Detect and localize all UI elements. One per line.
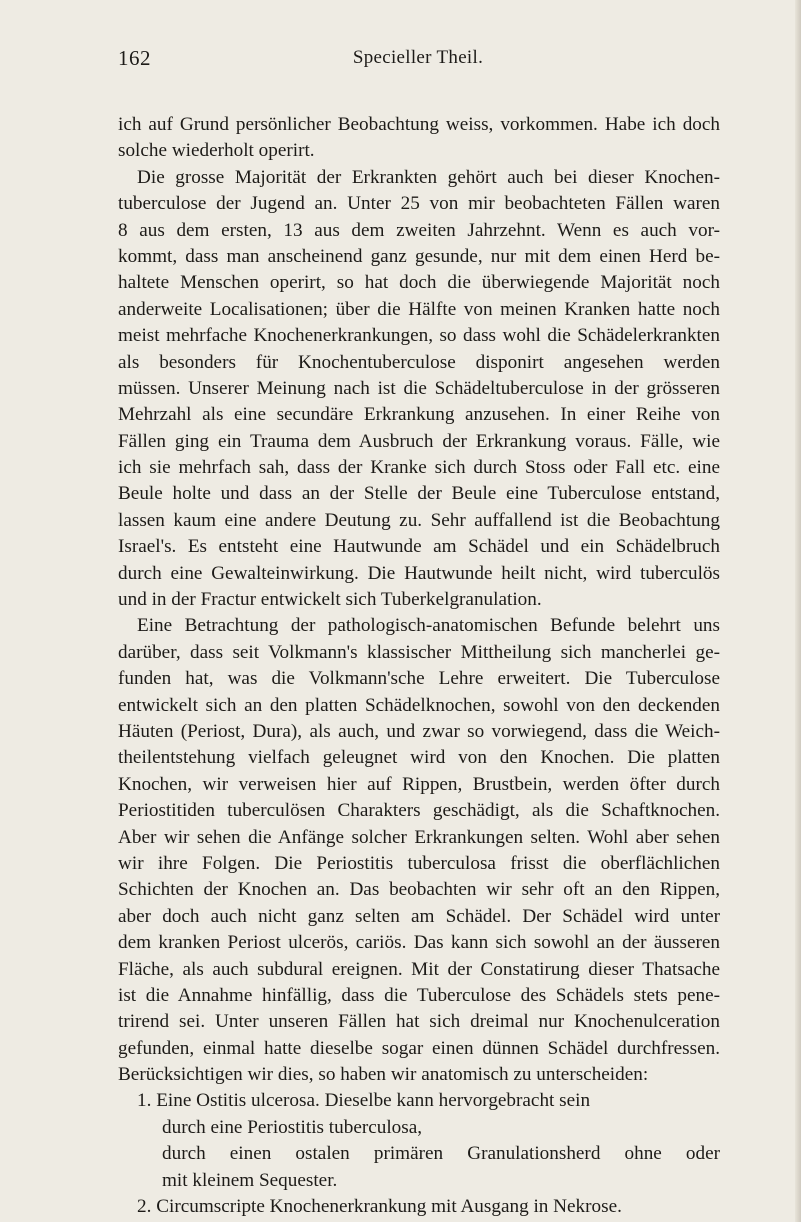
text-line: müssen. Unserer Meinung nach ist die Schädeltuberculose in der grösseren: [118, 377, 720, 399]
list-item-1-sub: mit kleinem Sequester.: [162, 1169, 338, 1191]
text-line: Fläche, als auch subdural ereignen. Mit der Constatirung dieser Thatsache: [118, 958, 720, 980]
text-line: Berücksichtigen wir dies, so haben wir anatomisch zu unterscheiden:: [118, 1064, 649, 1086]
text-line: ich auf Grund persönlicher Beobachtung weiss, vorkommen. Habe ich doch: [118, 114, 720, 135]
text-line: lassen kaum eine andere Deutung zu. Sehr auffallend ist die Beobachtung: [118, 509, 720, 531]
text-line: Fällen ging ein Trauma dem Ausbruch der Erkrankung voraus. Fälle, wie: [118, 430, 720, 452]
text-line: Mehrzahl als eine secundäre Erkrankung anzusehen. In einer Reihe von: [118, 404, 720, 426]
page-number: 162: [118, 46, 151, 70]
text-line: und in der Fractur entwickelt sich Tuberkelgranulation.: [118, 589, 542, 611]
text-line: funden hat, was die Volkmann'sche Lehre erweitert. Die Tuberculose: [118, 668, 720, 690]
list-item-2: 2. Circumscripte Knochenerkrankung mit Ausgang in Nekrose.: [137, 1196, 622, 1218]
text-line: meist mehrfache Knochenerkrankungen, so dass wohl die Schädelerkrankten: [118, 325, 720, 347]
text-line: Häuten (Periost, Dura), als auch, und zwar so vorwiegend, dass die Weich-: [118, 720, 720, 742]
list-item-1-sub: durch einen ostalen primären Granulationsherd ohne oder: [162, 1143, 720, 1165]
text-line: darüber, dass seit Volkmann's klassischer Mittheilung sich mancherlei ge-: [118, 641, 720, 663]
text-line: Israel's. Es entsteht eine Hautwunde am Schädel und ein Schädelbruch: [118, 536, 720, 558]
text-line: kommt, dass man anscheinend ganz gesunde, nur mit dem einen Herd be-: [118, 245, 720, 267]
text-line: Schichten der Knochen an. Das beobachten wir sehr oft an den Rippen,: [118, 879, 720, 901]
text-line: dem kranken Periost ulcerös, cariös. Das kann sich sowohl an der äusseren: [118, 932, 720, 954]
text-line: aber doch auch nicht ganz selten am Schädel. Der Schädel wird unter: [118, 905, 720, 927]
text-line: wir ihre Folgen. Die Periostitis tuberculosa frisst die oberflächlichen: [118, 852, 720, 874]
running-title: Specieller Theil.: [352, 47, 484, 68]
text-line: trirend sei. Unter unseren Fällen hat sich dreimal nur Knochenulceration: [118, 1011, 720, 1033]
text-line: Beule holte und dass an der Stelle der Beule eine Tuberculose entstand,: [118, 483, 720, 505]
text-line: anderweite Localisationen; über die Hälfte von meinen Kranken hatte noch: [118, 298, 720, 320]
page-header: [118, 46, 718, 70]
text-line: ist die Annahme hinfällig, dass die Tuberculose des Schädels stets pene-: [118, 984, 720, 1006]
text-line: Eine Betrachtung der pathologisch-anatomischen Befunde belehrt uns: [137, 615, 720, 637]
text-line: Die grosse Majorität der Erkrankten gehört auch bei dieser Knochen-: [137, 166, 720, 188]
text-line: haltete Menschen operirt, so hat doch die überwiegende Majorität noch: [118, 272, 720, 294]
text-line: Knochen, wir verweisen hier auf Rippen, Brustbein, werden öfter durch: [118, 773, 720, 795]
text-line: tuberculose der Jugend an. Unter 25 von mir beobachteten Fällen waren: [118, 193, 720, 215]
text-line: entwickelt sich an den platten Schädelknochen, sowohl von den deckenden: [118, 694, 720, 716]
text-line: als besonders für Knochentuberculose disponirt angesehen werden: [118, 351, 720, 373]
text-line: Periostitiden tuberculösen Charakters geschädigt, als die Schaftknochen.: [118, 800, 720, 822]
text-line: durch eine Gewalteinwirkung. Die Hautwunde heilt nicht, wird tuberculös: [118, 562, 720, 584]
text-line: 8 aus dem ersten, 13 aus dem zweiten Jahrzehnt. Wenn es auch vor-: [118, 219, 720, 241]
text-line: Aber wir sehen die Anfänge solcher Erkrankungen selten. Wohl aber sehen: [118, 826, 720, 848]
list-item-1: 1. Eine Ostitis ulcerosa. Dieselbe kann hervorgebracht sein: [137, 1090, 591, 1112]
body-text: [118, 112, 720, 1220]
page-edge: [795, 0, 801, 1222]
text-line: ich sie mehrfach sah, dass der Kranke sich durch Stoss oder Fall etc. eine: [118, 457, 720, 479]
text-line: solche wiederholt operirt.: [118, 140, 315, 162]
list-item-1-sub: durch eine Periostitis tuberculosa,: [162, 1116, 423, 1138]
text-line: gefunden, einmal hatte dieselbe sogar einen dünnen Schädel durchfressen.: [118, 1037, 720, 1059]
text-line: theilentstehung vielfach geleugnet wird von den Knochen. Die platten: [118, 747, 720, 769]
